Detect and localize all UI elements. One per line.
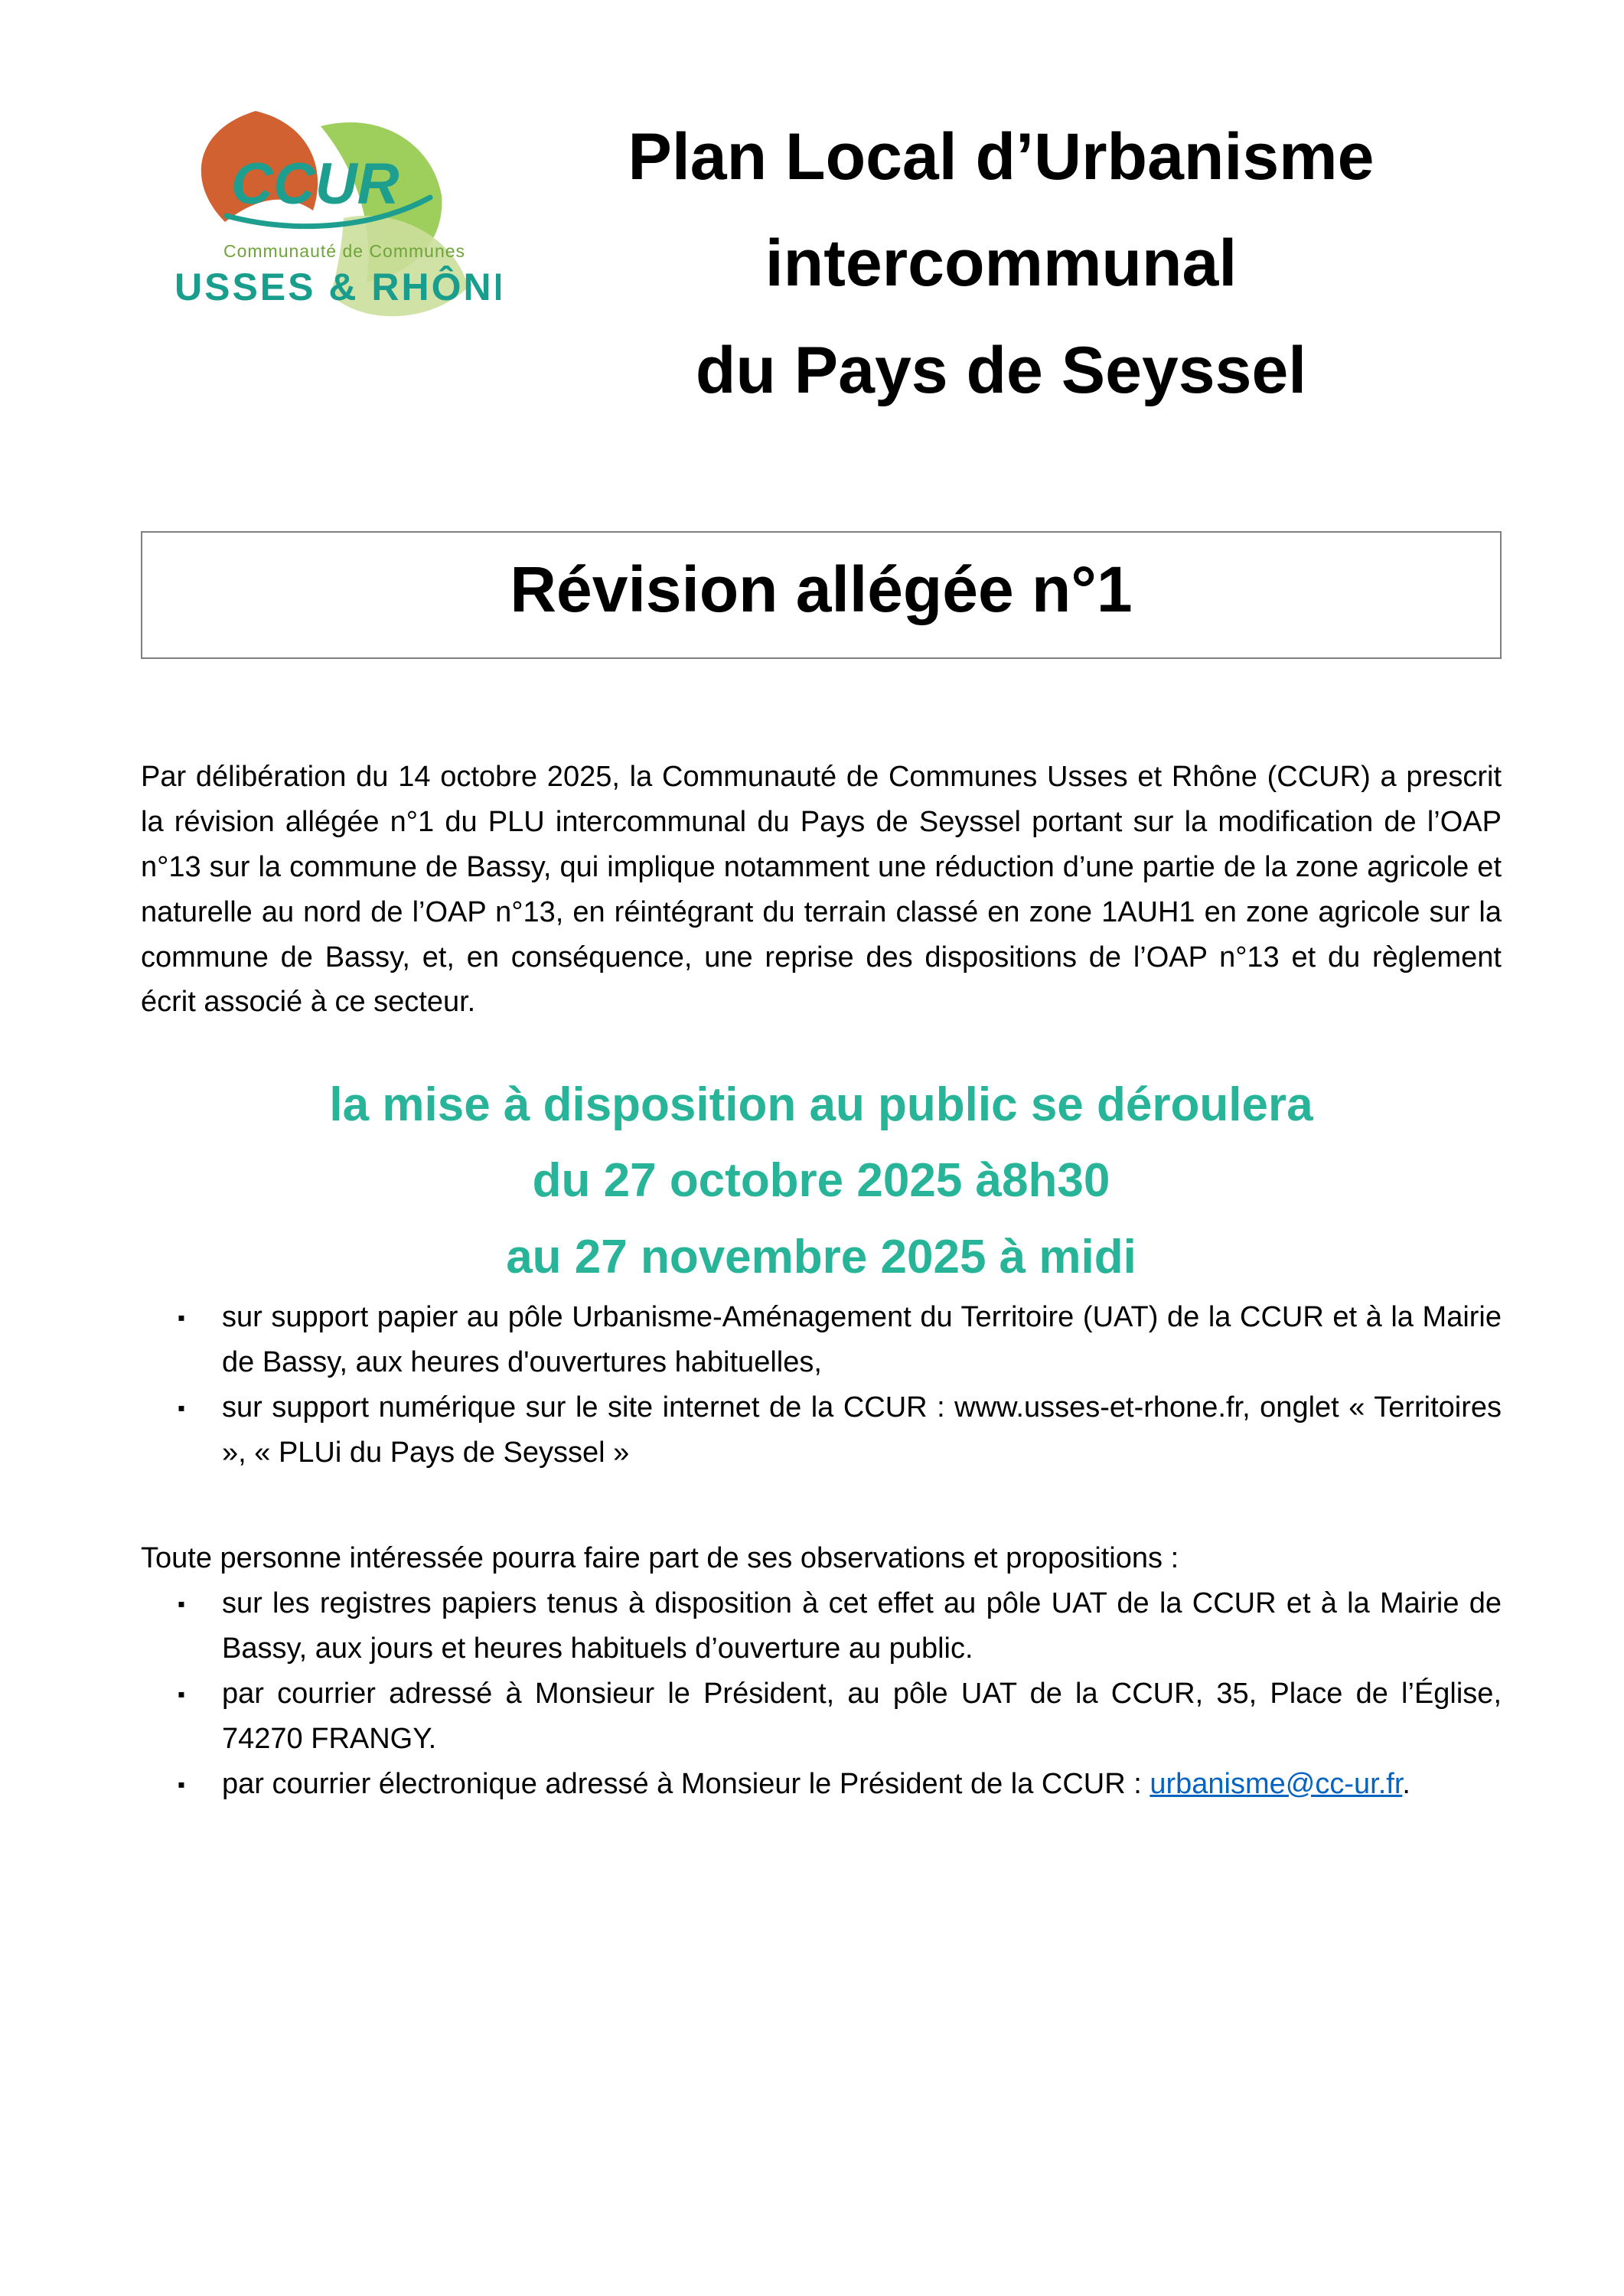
revision-banner-text: Révision allégée n°1 (510, 553, 1133, 625)
logo-name-text: USSES & RHÔNE (174, 266, 501, 308)
logo-ccur-text: CCUR (231, 152, 399, 217)
page-title-line: du Pays de Seyssel (695, 333, 1307, 407)
availability-heading (141, 1067, 1502, 1295)
page-title-line: Plan Local d’Urbanisme (628, 120, 1375, 194)
list-item (178, 1671, 1502, 1762)
bullet-text: . (1402, 1767, 1410, 1800)
bullet-text: sur support papier au pôle Urbanisme-Aménagement du Territoire (UAT) de la CCUR et à la Mairie de Bassy, aux heures d'ouvertures habituelles, (222, 1300, 1502, 1378)
list-item (178, 1295, 1502, 1385)
support-list (141, 1295, 1502, 1476)
ccur-logo (141, 99, 501, 356)
observations-intro: Toute personne intéressée pourra faire part de ses observations et propositions : (141, 1542, 1179, 1575)
availability-heading-line: la mise à disposition au public se déroulera (329, 1078, 1313, 1132)
ccur-logo-graphic (141, 99, 501, 352)
bullet-text: par courrier adressé à Monsieur le Président, au pôle UAT de la CCUR, 35, Place de l’Église, 74270 FRANGY. (222, 1678, 1502, 1755)
intro-paragraph: Par délibération du 14 octobre 2025, la Communauté de Communes Usses et Rhône (CCUR) a prescrit la révision allégée n°1 du PLU intercommunal du Pays de Seyssel portant sur la modification de l’OAP n°13 sur la commune de Bassy, qui implique notamment une réduction d’une partie de la zone agricole et naturelle au nord de l’OAP n°13, en réintégrant du terrain classé en zone 1AUH1 en zone agricole sur la commune de Bassy, et, en conséquence, une reprise des dispositions de l’OAP n°13 et du règlement écrit associé à ce secteur. (141, 760, 1502, 1019)
page-title-line: intercommunal (765, 227, 1238, 301)
page-title (501, 99, 1502, 424)
email-link[interactable]: urbanisme@cc-ur.fr (1150, 1767, 1403, 1800)
bullet-text: sur les registres papiers tenus à disposition à cet effet au pôle UAT de la CCUR et à la Mairie de Bassy, aux jours et heures habituels d’ouverture au public. (222, 1587, 1502, 1665)
observations-list (141, 1581, 1502, 1806)
availability-heading-line: au 27 novembre 2025 à midi (506, 1230, 1136, 1283)
availability-heading-line: du 27 octobre 2025 à8h30 (532, 1154, 1110, 1208)
revision-banner (141, 531, 1502, 659)
bullet-text: sur support numérique sur le site internet de la CCUR : www.usses-et-rhone.fr, onglet « Territoires », « PLUi du Pays de Seyssel » (222, 1391, 1502, 1469)
logo-subtitle-text: Communauté de Communes (223, 241, 466, 261)
list-item (178, 1581, 1502, 1671)
header (141, 99, 1502, 424)
list-item (178, 1385, 1502, 1476)
bullet-text: par courrier électronique adressé à Monsieur le Président de la CCUR : (222, 1767, 1142, 1800)
list-item (178, 1762, 1502, 1807)
